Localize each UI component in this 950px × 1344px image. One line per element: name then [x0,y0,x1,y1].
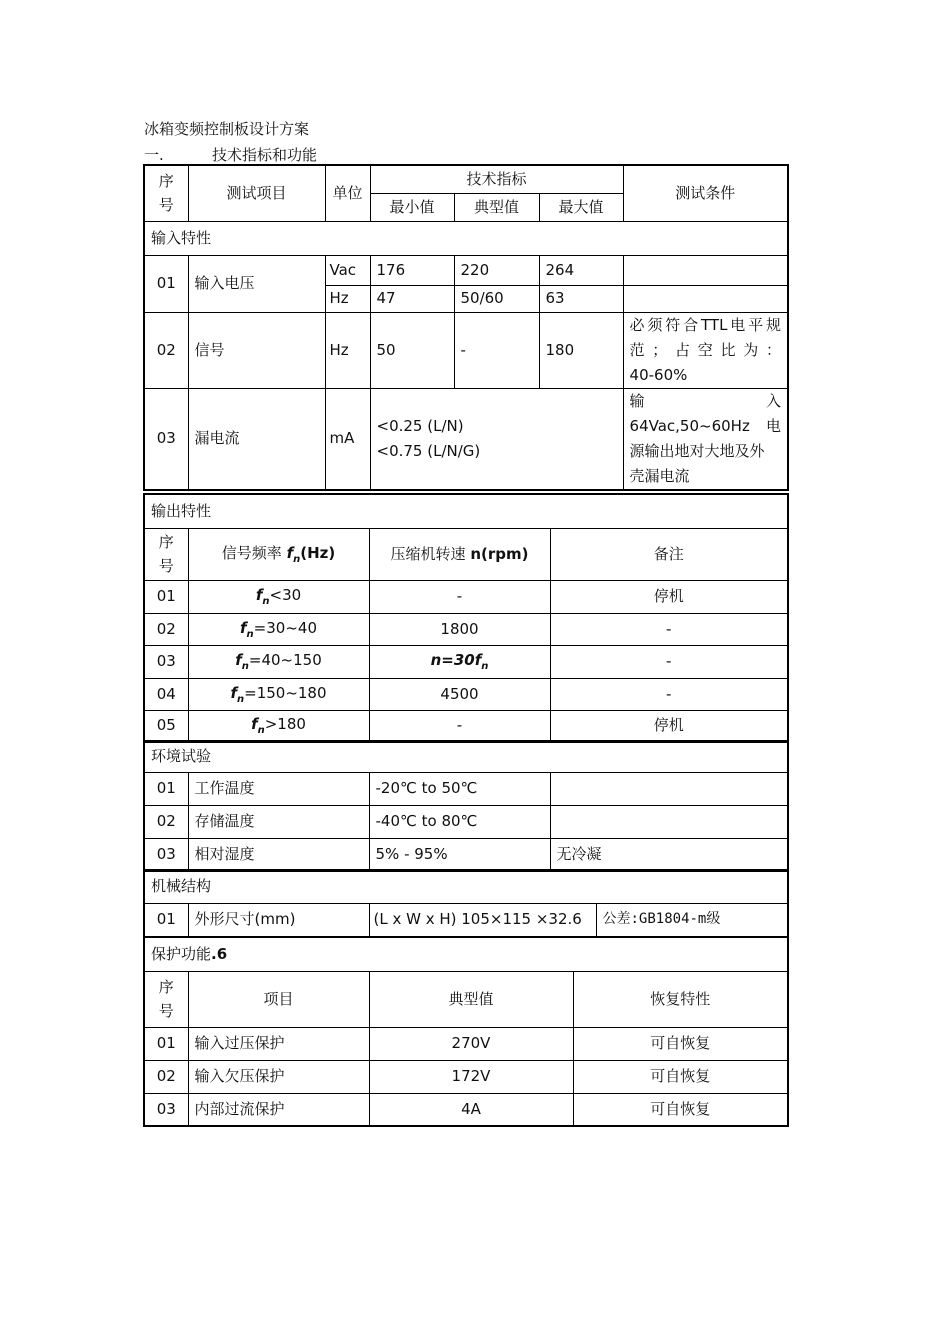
cond-line: 必须符合TTL电平规 [629,315,782,334]
row-seq: 01 [144,255,188,312]
row-item: 内部过流保护 [188,1093,369,1126]
table-row [144,613,788,645]
cond-line: 40-60% [629,365,688,384]
document-title: 冰箱变频控制板设计方案 [144,120,310,138]
row-cond [623,285,788,312]
header-item: 项目 [188,971,369,1027]
freq-var: f [286,543,294,562]
freq-var: f [251,715,258,734]
freq-sub: n [262,596,270,607]
group-label: 输入特性 [144,221,788,255]
row-seq: 02 [144,613,188,645]
row-seq: 02 [144,1060,188,1093]
header-max: 最大值 [539,193,623,221]
header-typ: 典型值 [369,971,573,1027]
row-min: 50 [370,312,454,388]
freq-range: =150~180 [244,683,327,702]
row-unit: Hz [325,312,370,388]
speed-formula: n=30f [430,651,482,669]
speed-unit: n(rpm) [470,544,529,563]
row-value: -40℃ to 80℃ [369,805,550,838]
row-note: 无冷凝 [550,838,788,871]
mech-table [143,869,789,938]
header-seq [144,971,188,1027]
row-recovery: 可自恢复 [573,1027,788,1060]
row-item: 相对湿度 [188,838,369,871]
row-freq [188,710,369,742]
group-label: 环境试验 [144,741,788,772]
protect-table [143,936,789,1127]
freq-suffix: (Hz) [300,543,336,562]
freq-var: f [255,586,263,604]
row-max: 264 [539,255,623,285]
header-item: 测试项目 [188,165,325,221]
freq-var: f [235,651,242,669]
row-item: 输入欠压保护 [188,1060,369,1093]
section-title: 技术指标和功能 [212,146,318,164]
row-seq: 03 [144,645,188,678]
cond-line: 64Vac,50~60Hz 电 [629,416,782,435]
row-seq: 03 [144,838,188,871]
header-note: 备注 [550,528,788,580]
row-typ: 172V [369,1060,573,1093]
freq-range: <30 [269,586,302,604]
value-line: <0.25 (L/N) [376,416,464,435]
row-speed [369,645,550,678]
header-speed [369,528,550,580]
table-row [144,388,788,490]
speed-prefix: 压缩机转速 [390,544,471,563]
row-item: 存储温度 [188,805,369,838]
header-recovery: 恢复特性 [573,971,788,1027]
header-seq-text: 序号 [158,978,174,1020]
row-seq: 02 [144,805,188,838]
header-spec: 技术指标 [370,165,623,193]
row-seq: 04 [144,678,188,710]
group-row [144,937,788,971]
row-unit: mA [325,388,370,490]
cond-line: 输 入 [629,391,782,410]
row-item: 信号 [188,312,325,388]
cond-line: 源输出地对大地及外 [629,441,765,460]
table-row [144,1060,788,1093]
row-value: (L x W x H) 105×115 ×32.6 [369,903,596,937]
group-row [144,741,788,772]
row-cond [623,312,788,388]
freq-sub: n [246,628,254,640]
row-max: 180 [539,312,623,388]
row-min: 47 [370,285,454,312]
table-row [144,312,788,388]
row-speed: - [369,580,550,613]
group-label-prefix: 保护功能 [151,944,212,963]
env-table [143,740,789,872]
table-row [144,838,788,871]
table-row [144,710,788,742]
freq-sub: n [257,725,265,737]
row-unit: Hz [325,285,370,312]
row-note: - [550,678,788,710]
row-typ: 4A [369,1093,573,1126]
header-seq-text: 序号 [158,172,174,215]
row-typ: 50/60 [454,285,539,312]
freq-sub: n [293,553,301,565]
row-cond [623,388,788,490]
table-row [144,903,788,937]
row-note: 停机 [550,710,788,742]
table-row [144,1027,788,1060]
group-label: 输出特性 [144,494,788,528]
row-seq: 03 [144,388,188,490]
value-line: <0.75 (L/N/G) [376,441,481,460]
row-seq: 05 [144,710,188,742]
freq-sub: n [241,661,249,672]
speed-sub: n [481,661,489,672]
row-item: 漏电流 [188,388,325,490]
group-row [144,870,788,903]
row-freq [188,645,369,678]
group-row [144,494,788,528]
row-note: - [550,645,788,678]
header-cond: 测试条件 [623,165,788,221]
row-note: 停机 [550,580,788,613]
output-table [143,493,789,743]
freq-prefix: 信号频率 [221,543,287,562]
row-min: 176 [370,255,454,285]
freq-var: f [240,618,247,637]
row-item: 工作温度 [188,772,369,805]
row-seq: 01 [144,1027,188,1060]
spec-table [143,164,789,491]
freq-range: >180 [264,715,306,734]
row-seq: 01 [144,580,188,613]
cond-line: 范；占空比为： [629,340,782,359]
header-row [144,528,788,580]
row-freq [188,678,369,710]
header-seq-text: 序号 [158,533,174,575]
table-row [144,805,788,838]
table-row [144,580,788,613]
row-max: 63 [539,285,623,312]
row-value: 5% - 95% [369,838,550,871]
table-row [144,1093,788,1126]
table-row [144,678,788,710]
row-typ: 270V [369,1027,573,1060]
row-note: 公差:GB1804-m级 [596,903,788,937]
freq-var: f [230,683,237,702]
table-row [144,645,788,678]
row-recovery: 可自恢复 [573,1060,788,1093]
header-typ: 典型值 [454,193,539,221]
group-label-suffix: .6 [211,944,228,963]
row-seq: 01 [144,903,188,937]
freq-range: =40~150 [248,651,322,669]
row-freq [188,580,369,613]
row-item: 输入过压保护 [188,1027,369,1060]
row-seq: 01 [144,772,188,805]
row-value: -20℃ to 50℃ [369,772,550,805]
header-row [144,971,788,1027]
cond-line: 壳漏电流 [629,466,690,485]
row-value [370,388,623,490]
row-note [550,772,788,805]
row-seq: 03 [144,1093,188,1126]
table-row [144,772,788,805]
header-freq [188,528,369,580]
row-item: 输入电压 [188,255,325,312]
row-speed: - [369,710,550,742]
row-item: 外形尺寸(mm) [188,903,369,937]
freq-sub: n [237,693,245,705]
row-cond [623,255,788,285]
group-label: 机械结构 [144,870,788,903]
row-typ: 220 [454,255,539,285]
group-label [144,937,788,971]
row-freq [188,613,369,645]
group-row [144,221,788,255]
row-unit: Vac [325,255,370,285]
row-note: - [550,613,788,645]
header-seq [144,528,188,580]
section-heading [144,144,317,165]
row-typ: - [454,312,539,388]
header-unit: 单位 [325,165,370,221]
section-number: 一. [144,146,164,164]
header-row [144,165,788,193]
row-speed: 4500 [369,678,550,710]
row-recovery: 可自恢复 [573,1093,788,1126]
row-note [550,805,788,838]
header-min: 最小值 [370,193,454,221]
freq-range: =30~40 [253,618,317,637]
row-speed: 1800 [369,613,550,645]
header-seq [144,165,188,221]
row-seq: 02 [144,312,188,388]
table-row [144,255,788,285]
